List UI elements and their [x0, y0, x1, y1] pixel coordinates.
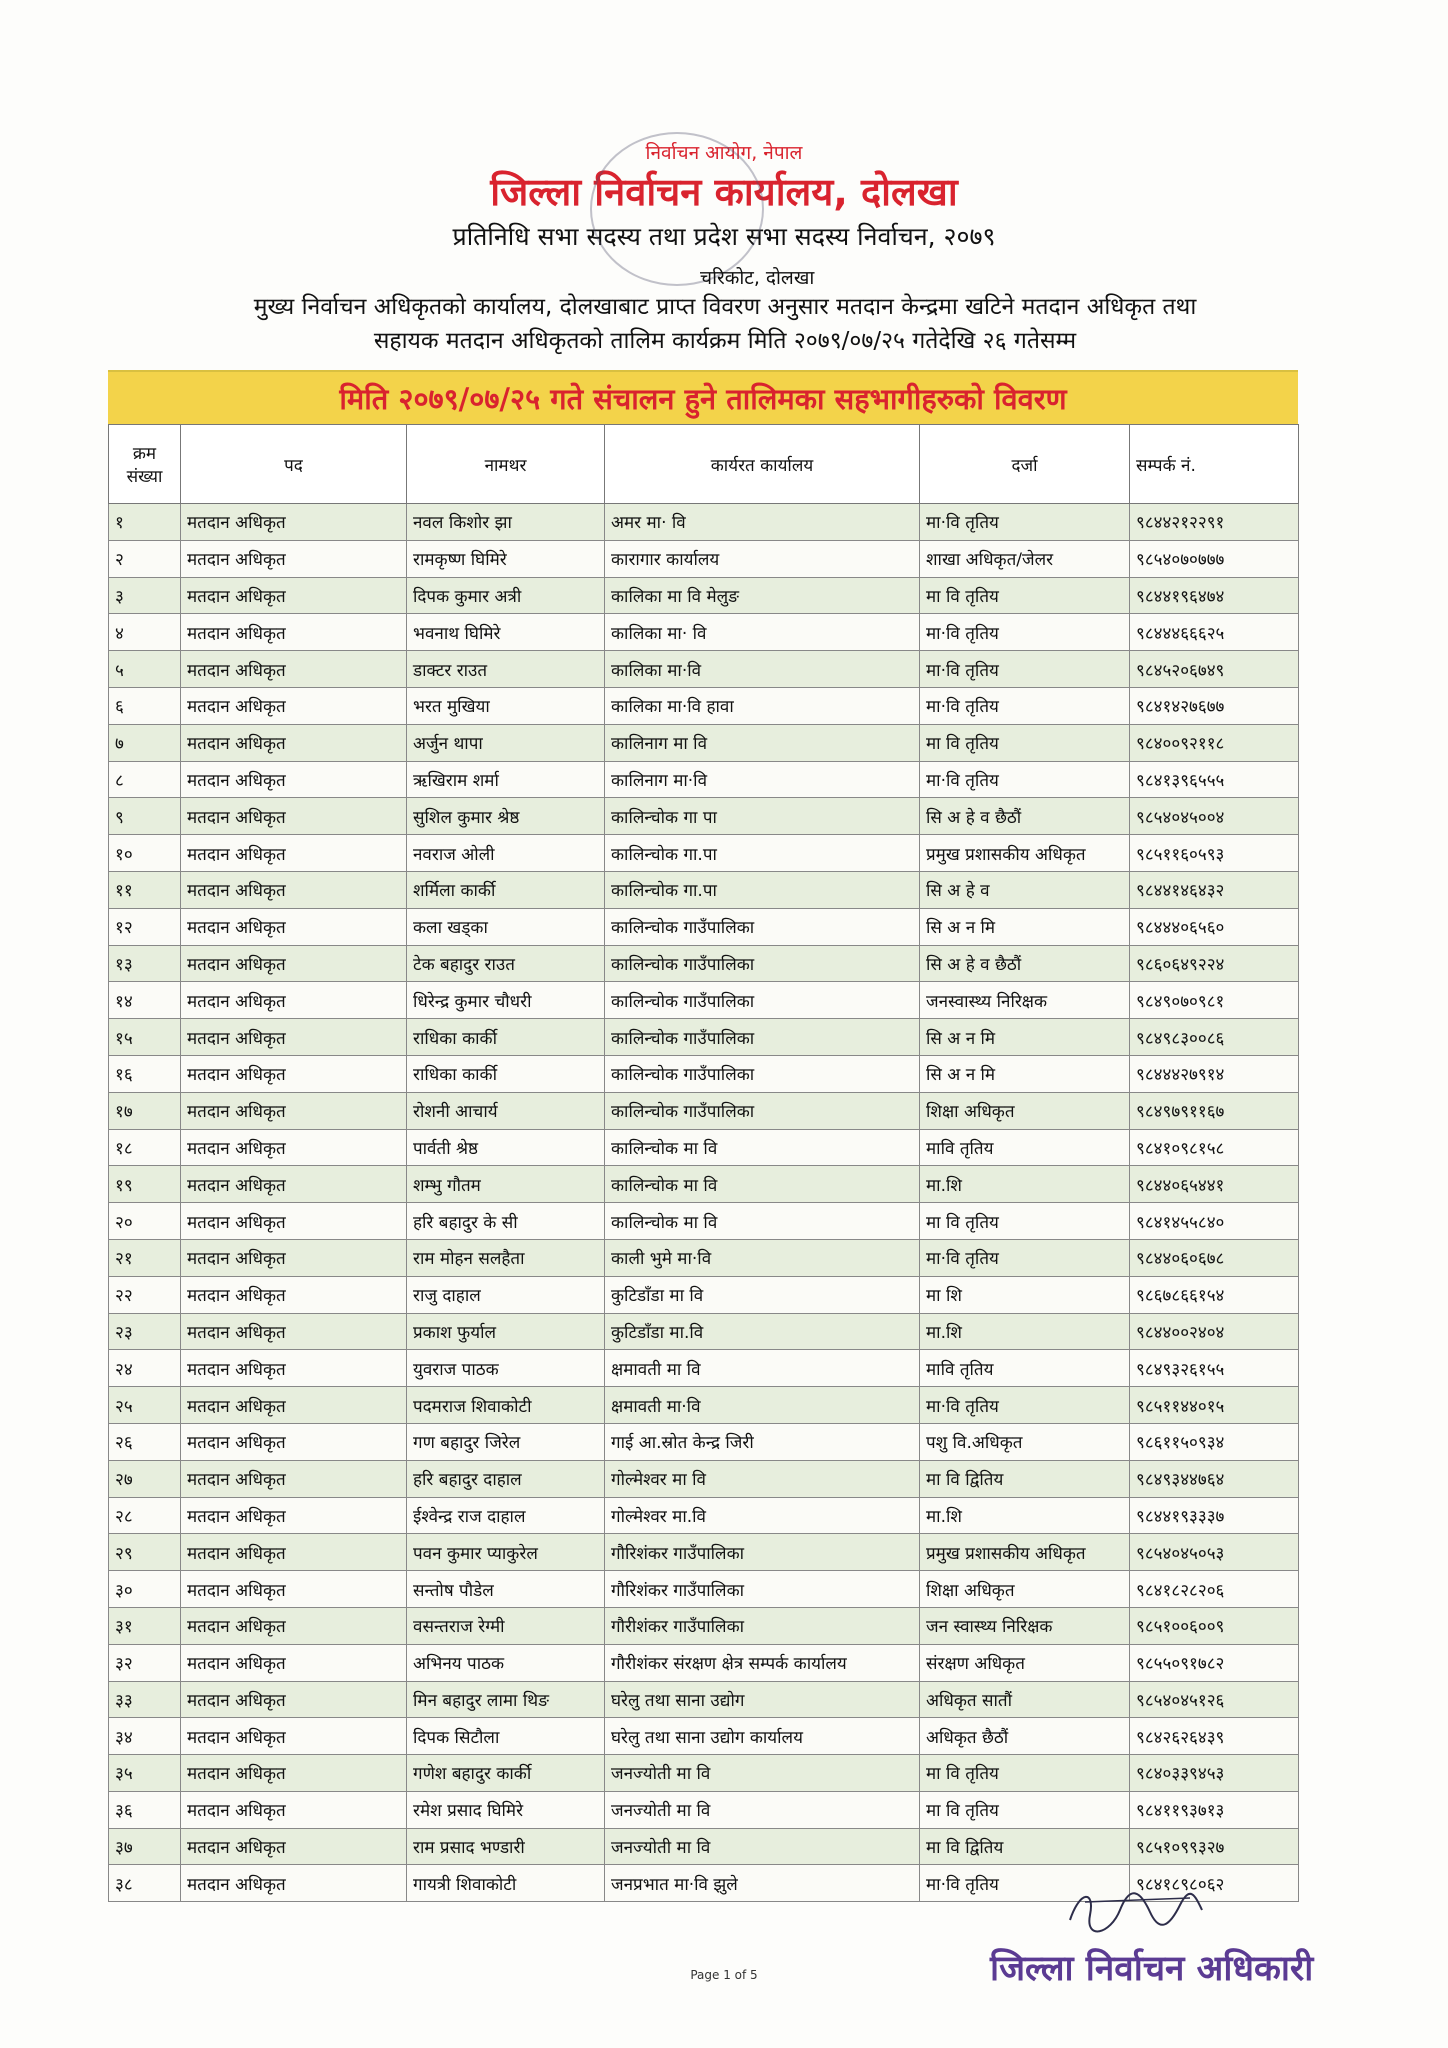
cell-office: कालिन्चोक गाउँपालिका	[605, 1092, 920, 1129]
cell-post: मतदान अधिकृत	[181, 1313, 407, 1350]
cell-serial: ६	[109, 687, 181, 724]
cell-name: प्रकाश फुर्याल	[407, 1313, 605, 1350]
cell-rank: सि अ न मि	[920, 1055, 1130, 1092]
cell-office: गोल्मेश्वर मा.वि	[605, 1497, 920, 1534]
cell-name: गण बहादुर जिरेल	[407, 1423, 605, 1460]
cell-contact: ९८४५२०६७४९	[1130, 651, 1299, 688]
cell-office: अमर मा· वि	[605, 504, 920, 541]
cell-post: मतदान अधिकृत	[181, 1534, 407, 1571]
header-rank: दर्जा	[920, 425, 1130, 504]
page-number: Page 1 of 5	[690, 1968, 758, 1982]
cell-contact: ९८४९३२६१५५	[1130, 1350, 1299, 1387]
cell-rank: मा·वि तृतिय	[920, 651, 1130, 688]
office-title: जिल्ला निर्वाचन कार्यालय, दोलखा	[490, 170, 958, 214]
cell-contact: ९८४२६२६४३९	[1130, 1718, 1299, 1755]
table-row	[109, 614, 1299, 651]
cell-name: अर्जुन थापा	[407, 724, 605, 761]
cell-office: घरेलु तथा साना उद्योग कार्यालय	[605, 1718, 920, 1755]
cell-serial: २२	[109, 1276, 181, 1313]
cell-post: मतदान अधिकृत	[181, 835, 407, 872]
cell-contact: ९८५५०९१७८२	[1130, 1644, 1299, 1681]
cell-rank: प्रमुख प्रशासकीय अधिकृत	[920, 835, 1130, 872]
cell-name: राम मोहन सलहैता	[407, 1239, 605, 1276]
cell-serial: १८	[109, 1129, 181, 1166]
cell-office: घरेलु तथा साना उद्योग	[605, 1681, 920, 1718]
office-seal-stamp	[590, 132, 764, 286]
cell-contact: ९८५११४४०१५	[1130, 1387, 1299, 1424]
cell-serial: ४	[109, 614, 181, 651]
cell-serial: ३८	[109, 1865, 181, 1902]
table-row	[109, 798, 1299, 835]
table-row	[109, 1644, 1299, 1681]
header-contact: सम्पर्क नं.	[1130, 425, 1299, 504]
cell-rank: सि अ न मि	[920, 1019, 1130, 1056]
table-row	[109, 1387, 1299, 1424]
cell-rank: मा·वि तृतिय	[920, 1865, 1130, 1902]
cell-name: शम्भु गौतम	[407, 1166, 605, 1203]
cell-name: वसन्तराज रेग्मी	[407, 1607, 605, 1644]
cell-serial: १४	[109, 982, 181, 1019]
cell-serial: २१	[109, 1239, 181, 1276]
cell-post: मतदान अधिकृत	[181, 1350, 407, 1387]
cell-rank: अधिकृत छैठौं	[920, 1718, 1130, 1755]
cell-office: जनज्योती मा वि	[605, 1828, 920, 1865]
cell-name: शर्मिला कार्की	[407, 871, 605, 908]
cell-rank: मा·वि तृतिय	[920, 614, 1130, 651]
cell-name: हरि बहादुर के सी	[407, 1203, 605, 1240]
cell-serial: २	[109, 540, 181, 577]
cell-name: दिपक कुमार अत्री	[407, 577, 605, 614]
cell-name: नवल किशोर झा	[407, 504, 605, 541]
table-row	[109, 577, 1299, 614]
cell-office: जनज्योती मा वि	[605, 1755, 920, 1792]
cell-contact: ९८५१०९९३२७	[1130, 1828, 1299, 1865]
cell-name: पवन कुमार प्याकुरेल	[407, 1534, 605, 1571]
cell-rank: जनस्वास्थ्य निरिक्षक	[920, 982, 1130, 1019]
cell-serial: २६	[109, 1423, 181, 1460]
intro-line-2: सहायक मतदान अधिकृतको तालिम कार्यक्रम मिति २०७९/०७/२५ गतेदेखि २६ गतेसम्म	[373, 328, 1077, 354]
cell-post: मतदान अधिकृत	[181, 1571, 407, 1608]
cell-post: मतदान अधिकृत	[181, 687, 407, 724]
cell-office: कालिन्चोक मा वि	[605, 1129, 920, 1166]
table-row	[109, 651, 1299, 688]
cell-serial: ३१	[109, 1607, 181, 1644]
cell-office: कालिका मा·वि हावा	[605, 687, 920, 724]
cell-office: जनप्रभात मा·वि झुले	[605, 1865, 920, 1902]
cell-rank: शिक्षा अधिकृत	[920, 1571, 1130, 1608]
cell-post: मतदान अधिकृत	[181, 1755, 407, 1792]
table-row	[109, 1092, 1299, 1129]
cell-contact: ९८४४१४६४३२	[1130, 871, 1299, 908]
cell-office: कालिन्चोक गाउँपालिका	[605, 908, 920, 945]
cell-rank: मा वि तृतिय	[920, 1791, 1130, 1828]
cell-name: रोशनी आचार्य	[407, 1092, 605, 1129]
table-row	[109, 1423, 1299, 1460]
cell-name: पदमराज शिवाकोटी	[407, 1387, 605, 1424]
cell-office: गौरीशंकर संरक्षण क्षेत्र सम्पर्क कार्यालय	[605, 1644, 920, 1681]
cell-contact: ९८४१८२८२०६	[1130, 1571, 1299, 1608]
cell-office: कालिन्चोक गाउँपालिका	[605, 945, 920, 982]
table-row	[109, 761, 1299, 798]
cell-name: मिन बहादुर लामा थिङ	[407, 1681, 605, 1718]
cell-contact: ९८५४०४५१२६	[1130, 1681, 1299, 1718]
cell-post: मतदान अधिकृत	[181, 1791, 407, 1828]
cell-rank: मावि तृतिय	[920, 1129, 1130, 1166]
cell-post: मतदान अधिकृत	[181, 577, 407, 614]
cell-rank: अधिकृत सातौं	[920, 1681, 1130, 1718]
cell-contact: ९८४१४५५८४०	[1130, 1203, 1299, 1240]
cell-name: अभिनय पाठक	[407, 1644, 605, 1681]
cell-serial: २७	[109, 1460, 181, 1497]
cell-name: धिरेन्द्र कुमार चौधरी	[407, 982, 605, 1019]
cell-office: जनज्योती मा वि	[605, 1791, 920, 1828]
cell-contact: ९८४४२१२२९१	[1130, 504, 1299, 541]
cell-name: रमेश प्रसाद घिमिरे	[407, 1791, 605, 1828]
cell-name: भरत मुखिया	[407, 687, 605, 724]
signature-title: जिल्ला निर्वाचन अधिकारी	[990, 1949, 1314, 1989]
cell-post: मतदान अधिकृत	[181, 871, 407, 908]
table-row	[109, 1019, 1299, 1056]
table-row	[109, 1055, 1299, 1092]
cell-contact: ९८४४०६०६७८	[1130, 1239, 1299, 1276]
cell-contact: ९८४४४६६६२५	[1130, 614, 1299, 651]
cell-rank: मा·वि तृतिय	[920, 504, 1130, 541]
cell-post: मतदान अधिकृत	[181, 1607, 407, 1644]
cell-office: कालिन्चोक गाउँपालिका	[605, 1055, 920, 1092]
table-row	[109, 871, 1299, 908]
cell-rank: मा·वि तृतिय	[920, 1387, 1130, 1424]
cell-serial: ७	[109, 724, 181, 761]
organization-name: निर्वाचन आयोग, नेपाल	[645, 142, 803, 164]
cell-serial: ३०	[109, 1571, 181, 1608]
cell-contact: ९८४०३३९४५३	[1130, 1755, 1299, 1792]
cell-rank: मा·वि तृतिय	[920, 1239, 1130, 1276]
cell-name: गणेश बहादुर कार्की	[407, 1755, 605, 1792]
table-row	[109, 1828, 1299, 1865]
election-title: प्रतिनिधि सभा सदस्य तथा प्रदेश सभा सदस्य निर्वाचन, २०७९	[452, 222, 996, 251]
cell-post: मतदान अधिकृत	[181, 651, 407, 688]
cell-name: टेक बहादुर राउत	[407, 945, 605, 982]
cell-serial: १	[109, 504, 181, 541]
cell-office: क्षमावती मा·वि	[605, 1387, 920, 1424]
cell-contact: ९८४४४०६५६०	[1130, 908, 1299, 945]
cell-serial: १०	[109, 835, 181, 872]
cell-office: काली भुमे मा·वि	[605, 1239, 920, 1276]
cell-post: मतदान अधिकृत	[181, 908, 407, 945]
cell-contact: ९८४४१९६४७४	[1130, 577, 1299, 614]
cell-name: नवराज ओली	[407, 835, 605, 872]
cell-name: सन्तोष पौडेल	[407, 1571, 605, 1608]
cell-post: मतदान अधिकृत	[181, 1387, 407, 1424]
table-row	[109, 835, 1299, 872]
cell-office: कालिन्चोक गा.पा	[605, 871, 920, 908]
table-banner: मिति २०७९/०७/२५ गते संचालन हुने तालिमका सहभागीहरुको विवरण	[108, 370, 1298, 424]
cell-post: मतदान अधिकृत	[181, 1718, 407, 1755]
cell-office: कालिका मा·वि	[605, 651, 920, 688]
cell-office: कालिन्चोक मा वि	[605, 1166, 920, 1203]
cell-serial: २०	[109, 1203, 181, 1240]
cell-post: मतदान अधिकृत	[181, 1055, 407, 1092]
cell-contact: ९८४९८३००८६	[1130, 1019, 1299, 1056]
cell-rank: मा वि द्वितिय	[920, 1460, 1130, 1497]
cell-office: गौरिशंकर गाउँपालिका	[605, 1534, 920, 1571]
cell-post: मतदान अधिकृत	[181, 1203, 407, 1240]
table-row	[109, 1203, 1299, 1240]
cell-post: मतदान अधिकृत	[181, 540, 407, 577]
cell-post: मतदान अधिकृत	[181, 1166, 407, 1203]
cell-rank: सि अ हे व छैठौं	[920, 798, 1130, 835]
cell-name: सुशिल कुमार श्रेष्ठ	[407, 798, 605, 835]
cell-name: गायत्री शिवाकोटी	[407, 1865, 605, 1902]
table-row	[109, 724, 1299, 761]
cell-post: मतदान अधिकृत	[181, 1239, 407, 1276]
cell-rank: मावि तृतिय	[920, 1350, 1130, 1387]
cell-serial: ३४	[109, 1718, 181, 1755]
participants-table	[108, 424, 1299, 1902]
cell-office: क्षमावती मा वि	[605, 1350, 920, 1387]
cell-contact: ९८४४४२७९१४	[1130, 1055, 1299, 1092]
cell-office: गौरीशंकर गाउँपालिका	[605, 1607, 920, 1644]
table-row	[109, 1681, 1299, 1718]
cell-contact: ९८४४१९३३३७	[1130, 1497, 1299, 1534]
table-row	[109, 1755, 1299, 1792]
table-row	[109, 1166, 1299, 1203]
cell-serial: ३५	[109, 1755, 181, 1792]
signature-scribble	[1060, 1880, 1210, 1940]
cell-office: कुटिडाँडा मा.वि	[605, 1313, 920, 1350]
cell-name: ऋखिराम शर्मा	[407, 761, 605, 798]
cell-serial: २३	[109, 1313, 181, 1350]
cell-contact: ९८४१०९८१५८	[1130, 1129, 1299, 1166]
cell-contact: ९८६११५०९३४	[1130, 1423, 1299, 1460]
cell-office: कालिनाग मा·वि	[605, 761, 920, 798]
header-row	[109, 425, 1299, 504]
cell-post: मतदान अधिकृत	[181, 761, 407, 798]
cell-contact: ९८४९७९११६७	[1130, 1092, 1299, 1129]
header-serial	[109, 425, 181, 504]
cell-serial: ३३	[109, 1681, 181, 1718]
table-row	[109, 1718, 1299, 1755]
cell-name: राजु दाहाल	[407, 1276, 605, 1313]
table-row	[109, 1497, 1299, 1534]
cell-rank: सि अ हे व छैठौं	[920, 945, 1130, 982]
table-row	[109, 1607, 1299, 1644]
cell-name: हरि बहादुर दाहाल	[407, 1460, 605, 1497]
cell-serial: ३७	[109, 1828, 181, 1865]
cell-serial: २५	[109, 1387, 181, 1424]
cell-post: मतदान अधिकृत	[181, 1460, 407, 1497]
cell-serial: १७	[109, 1092, 181, 1129]
cell-post: मतदान अधिकृत	[181, 1644, 407, 1681]
cell-name: युवराज पाठक	[407, 1350, 605, 1387]
cell-serial: ३६	[109, 1791, 181, 1828]
table-header	[109, 425, 1299, 504]
header-post: पद	[181, 425, 407, 504]
cell-post: मतदान अधिकृत	[181, 504, 407, 541]
table-row	[109, 945, 1299, 982]
cell-office: कुटिडाँडा मा वि	[605, 1276, 920, 1313]
cell-post: मतदान अधिकृत	[181, 1276, 407, 1313]
cell-post: मतदान अधिकृत	[181, 1681, 407, 1718]
cell-office: कालिन्चोक मा वि	[605, 1203, 920, 1240]
cell-post: मतदान अधिकृत	[181, 945, 407, 982]
cell-rank: जन स्वास्थ्य निरिक्षक	[920, 1607, 1130, 1644]
cell-post: मतदान अधिकृत	[181, 1497, 407, 1534]
cell-rank: मा वि तृतिय	[920, 577, 1130, 614]
table-row	[109, 1129, 1299, 1166]
header-office: कार्यरत कार्यालय	[605, 425, 920, 504]
cell-name: राधिका कार्की	[407, 1055, 605, 1092]
table-body	[109, 504, 1299, 1902]
cell-contact: ९८५४०७०७७७	[1130, 540, 1299, 577]
cell-post: मतदान अधिकृत	[181, 798, 407, 835]
table-row	[109, 1276, 1299, 1313]
cell-serial: १६	[109, 1055, 181, 1092]
intro-line-1: मुख्य निर्वाचन अधिकृतको कार्यालय, दोलखाबाट प्राप्त विवरण अनुसार मतदान केन्द्रमा खटिने मतदान अधिकृत तथा	[253, 294, 1197, 320]
cell-contact: ९८६७८६६१५४	[1130, 1276, 1299, 1313]
cell-rank: मा वि द्वितिय	[920, 1828, 1130, 1865]
table-row	[109, 1239, 1299, 1276]
cell-rank: मा.शि	[920, 1497, 1130, 1534]
cell-contact: ९८५४०४५००४	[1130, 798, 1299, 835]
cell-post: मतदान अधिकृत	[181, 1019, 407, 1056]
cell-name: राधिका कार्की	[407, 1019, 605, 1056]
table-row	[109, 1534, 1299, 1571]
cell-rank: शाखा अधिकृत/जेलर	[920, 540, 1130, 577]
cell-name: भवनाथ घिमिरे	[407, 614, 605, 651]
header-serial-line-1: क्रम	[132, 444, 157, 464]
cell-office: कालिनाग मा वि	[605, 724, 920, 761]
cell-office: कालिन्चोक गाउँपालिका	[605, 982, 920, 1019]
cell-contact: ९८५१००६००९	[1130, 1607, 1299, 1644]
cell-contact: ९८६०६४९२२४	[1130, 945, 1299, 982]
cell-post: मतदान अधिकृत	[181, 1092, 407, 1129]
cell-contact: ९८४४००२४०४	[1130, 1313, 1299, 1350]
cell-name: ईश्वेन्द्र राज दाहाल	[407, 1497, 605, 1534]
office-place: चरिकोट, दोलखा	[700, 267, 815, 289]
cell-rank: मा शि	[920, 1276, 1130, 1313]
cell-post: मतदान अधिकृत	[181, 1865, 407, 1902]
cell-rank: मा·वि तृतिय	[920, 687, 1130, 724]
cell-serial: ८	[109, 761, 181, 798]
intro-text	[120, 290, 1330, 358]
cell-rank: सि अ हे व	[920, 871, 1130, 908]
cell-contact: ९८५११६०५९३	[1130, 835, 1299, 872]
cell-rank: शिक्षा अधिकृत	[920, 1092, 1130, 1129]
cell-name: रामकृष्ण घिमिरे	[407, 540, 605, 577]
cell-post: मतदान अधिकृत	[181, 1129, 407, 1166]
cell-serial: ३	[109, 577, 181, 614]
cell-contact: ९८५४०४५०५३	[1130, 1534, 1299, 1571]
cell-serial: १५	[109, 1019, 181, 1056]
table-row	[109, 540, 1299, 577]
cell-office: कालिन्चोक गा पा	[605, 798, 920, 835]
table-row	[109, 1460, 1299, 1497]
cell-rank: मा वि तृतिय	[920, 1755, 1130, 1792]
header-name: नामथर	[407, 425, 605, 504]
cell-office: गाई आ.स्रोत केन्द्र जिरी	[605, 1423, 920, 1460]
table-row	[109, 504, 1299, 541]
cell-serial: २८	[109, 1497, 181, 1534]
cell-post: मतदान अधिकृत	[181, 1423, 407, 1460]
cell-rank: संरक्षण अधिकृत	[920, 1644, 1130, 1681]
cell-contact: ९८४९३४४७६४	[1130, 1460, 1299, 1497]
cell-serial: ३२	[109, 1644, 181, 1681]
table-row	[109, 1571, 1299, 1608]
table-row	[109, 908, 1299, 945]
cell-name: दिपक सिटौला	[407, 1718, 605, 1755]
cell-contact: ९८४१४२७६७७	[1130, 687, 1299, 724]
cell-contact: ९८४१३९६५५५	[1130, 761, 1299, 798]
cell-rank: प्रमुख प्रशासकीय अधिकृत	[920, 1534, 1130, 1571]
table-row	[109, 1313, 1299, 1350]
cell-post: मतदान अधिकृत	[181, 724, 407, 761]
cell-name: कला खड्का	[407, 908, 605, 945]
table-row	[109, 1791, 1299, 1828]
cell-name: डाक्टर राउत	[407, 651, 605, 688]
cell-contact: ९८४१८९८०६२	[1130, 1865, 1299, 1902]
cell-post: मतदान अधिकृत	[181, 1828, 407, 1865]
cell-office: गोल्मेश्वर मा वि	[605, 1460, 920, 1497]
cell-serial: २९	[109, 1534, 181, 1571]
cell-post: मतदान अधिकृत	[181, 614, 407, 651]
cell-contact: ९८४११९३७१३	[1130, 1791, 1299, 1828]
cell-serial: ९	[109, 798, 181, 835]
table-row	[109, 1350, 1299, 1387]
cell-office: गौरिशंकर गाउँपालिका	[605, 1571, 920, 1608]
cell-serial: १९	[109, 1166, 181, 1203]
cell-rank: मा.शि	[920, 1313, 1130, 1350]
cell-name: राम प्रसाद भण्डारी	[407, 1828, 605, 1865]
cell-rank: मा.शि	[920, 1166, 1130, 1203]
header-serial-line-2: संख्या	[126, 467, 163, 487]
table-row	[109, 687, 1299, 724]
cell-contact: ९८४९०७०९८१	[1130, 982, 1299, 1019]
cell-serial: ११	[109, 871, 181, 908]
cell-contact: ९८४४०६५४४१	[1130, 1166, 1299, 1203]
cell-serial: १२	[109, 908, 181, 945]
cell-rank: पशु वि.अधिकृत	[920, 1423, 1130, 1460]
cell-name: पार्वती श्रेष्ठ	[407, 1129, 605, 1166]
cell-office: कालिन्चोक गाउँपालिका	[605, 1019, 920, 1056]
cell-rank: मा·वि तृतिय	[920, 761, 1130, 798]
cell-serial: १३	[109, 945, 181, 982]
cell-serial: २४	[109, 1350, 181, 1387]
cell-office: कालिका मा वि मेलुङ	[605, 577, 920, 614]
cell-office: कालिन्चोक गा.पा	[605, 835, 920, 872]
table-row	[109, 982, 1299, 1019]
cell-rank: मा वि तृतिय	[920, 724, 1130, 761]
cell-office: कारागार कार्यालय	[605, 540, 920, 577]
cell-contact: ९८४००९२११८	[1130, 724, 1299, 761]
cell-serial: ५	[109, 651, 181, 688]
cell-rank: मा वि तृतिय	[920, 1203, 1130, 1240]
cell-post: मतदान अधिकृत	[181, 982, 407, 1019]
cell-office: कालिका मा· वि	[605, 614, 920, 651]
cell-rank: सि अ न मि	[920, 908, 1130, 945]
